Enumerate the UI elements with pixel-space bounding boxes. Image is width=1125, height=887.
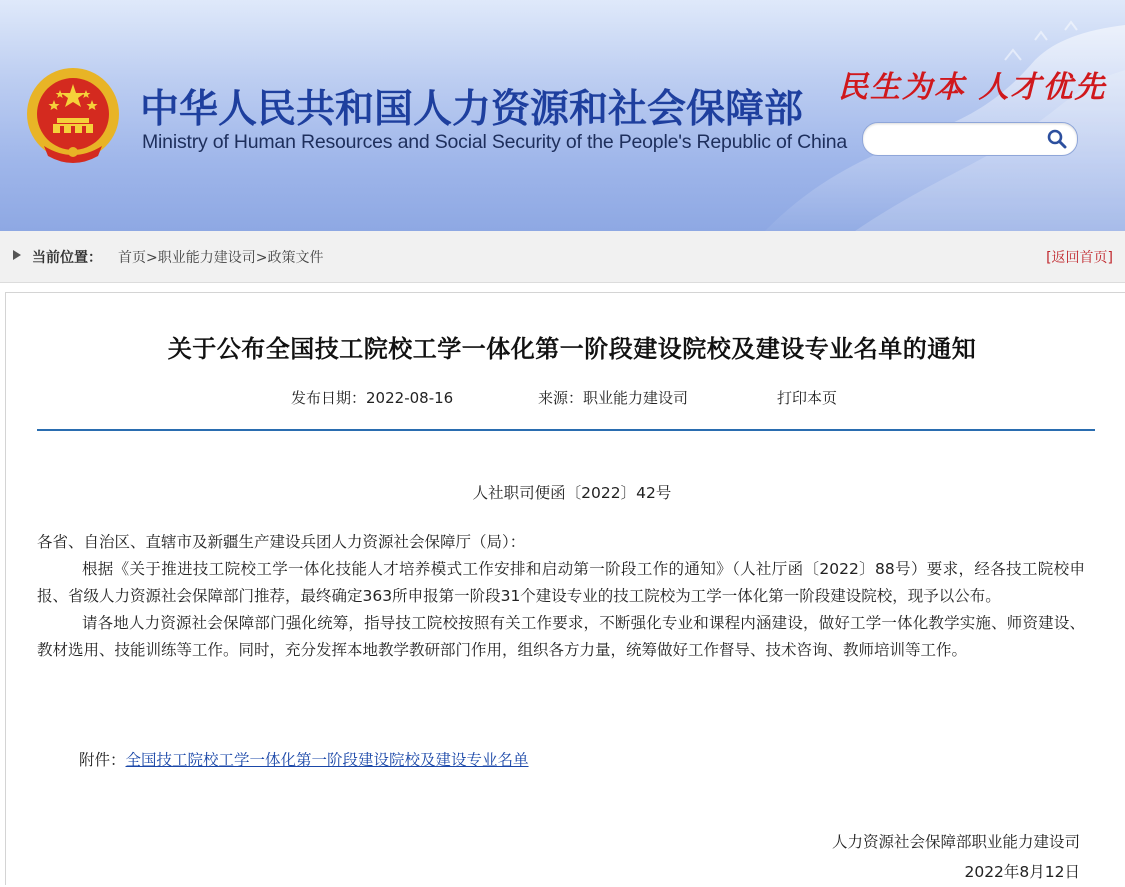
paragraph: 请各地人力资源社会保障部门强化统筹，指导技工院校按照有关工作要求，不断强化专业和课程内涵建设，做好工学一体化教学实施、师资建设、教材选用、技能训练等工作。同时，充分发挥本地教学教研部门作用，组织各方力量，统筹做好工作督导、技术咨询、教师培训等工作。 xyxy=(37,614,1085,659)
search-box xyxy=(862,122,1078,156)
breadcrumb-bar xyxy=(0,231,1125,283)
breadcrumb-item-home[interactable]: 首页 xyxy=(118,250,146,266)
breadcrumb-item-policy-docs[interactable]: 政策文件 xyxy=(267,250,324,266)
site-subtitle-english: Ministry of Human Resources and Social Security of the People's Republic of China xyxy=(142,131,848,153)
document-number: 人社职司便函〔2022〕42号 xyxy=(472,484,672,502)
header-banner xyxy=(0,0,1125,231)
publish-date-value: 2022-08-16 xyxy=(366,389,454,407)
attachment xyxy=(79,748,529,770)
breadcrumb-label: 当前位置： xyxy=(32,250,102,266)
site-title: 中华人民共和国人力资源和社会保障部 xyxy=(140,87,804,132)
search-icon[interactable] xyxy=(1047,129,1067,149)
article-panel xyxy=(5,292,1125,885)
paragraph: 根据《关于推进技工院校工学一体化技能人才培养模式工作安排和启动第一阶段工作的通知》（人社厅函〔2022〕88号）要求，经各技工院校申报、省级人力资源社会保障部门推荐，最终确定363所申报第一阶段31个建设专业的技工院校为工学一体化第一阶段建设院校，现予以公布。 xyxy=(37,560,1085,605)
article-body xyxy=(37,529,1085,664)
title-divider xyxy=(37,429,1095,431)
article-title: 关于公布全国技工院校工学一体化第一阶段建设院校及建设专业名单的通知 xyxy=(167,335,977,363)
print-page-link[interactable]: 打印本页 xyxy=(777,389,838,407)
breadcrumb-item-department[interactable]: 职业能力建设司 xyxy=(157,250,256,266)
national-emblem-icon xyxy=(24,66,122,166)
attachment-label: 附件： xyxy=(79,751,126,769)
signature-block xyxy=(832,827,1080,887)
salutation: 各省、自治区、直辖市及新疆生产建设兵团人力资源社会保障厅（局）： xyxy=(37,533,526,551)
triangle-right-icon xyxy=(13,250,21,260)
return-home-link[interactable]: [返回首页] xyxy=(1046,250,1113,266)
publish-date xyxy=(291,387,453,408)
breadcrumb xyxy=(118,247,323,267)
signature-date: 2022年8月12日 xyxy=(964,863,1080,881)
breadcrumb-separator: > xyxy=(146,250,158,266)
publish-date-label: 发布日期： xyxy=(291,389,367,407)
signature-org: 人力资源社会保障部职业能力建设司 xyxy=(831,833,1080,851)
search-input[interactable] xyxy=(875,127,1039,153)
slogan: 民生为本 人才优先 xyxy=(838,70,1107,105)
article-source xyxy=(538,387,688,408)
breadcrumb-separator: > xyxy=(255,250,268,266)
source-label: 来源： xyxy=(538,389,584,407)
attachment-link[interactable]: 全国技工院校工学一体化第一阶段建设院校及建设专业名单 xyxy=(125,751,529,769)
source-value: 职业能力建设司 xyxy=(583,389,689,407)
